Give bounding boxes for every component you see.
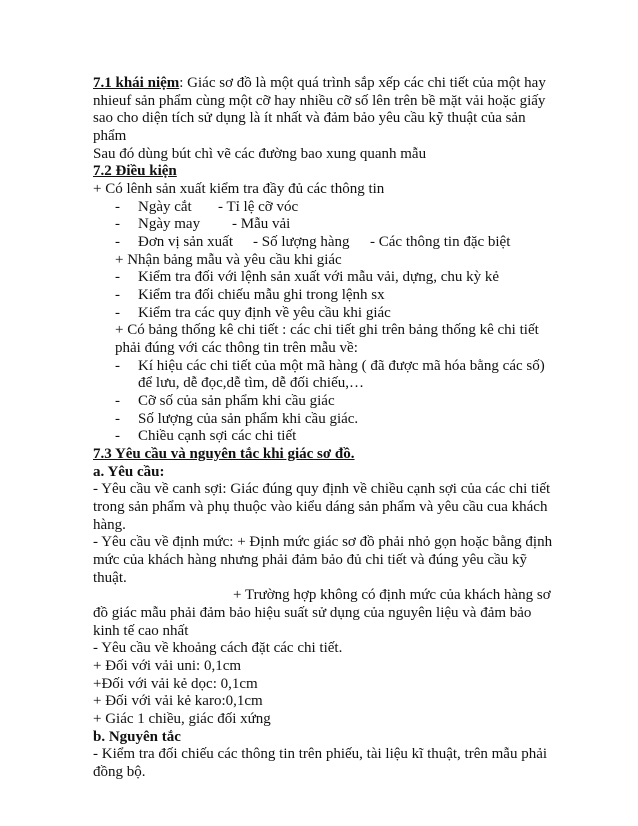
grain-requirement-3: hàng. <box>93 517 126 533</box>
detail-item-2: Cỡ số của sản phẩm khi cầu giác <box>138 393 335 409</box>
info-sewing-date: Ngày may <box>138 216 201 232</box>
check-item-1: Kiểm tra đối với lệnh sản xuất với mẫu vải, dựng, chu kỳ kẻ <box>138 269 500 285</box>
bullet-dash: - <box>115 269 120 285</box>
layout-direction: + Giác 1 chiều, giác đối xứng <box>93 711 271 727</box>
spacing-striped-fabric: +Đối với vải kẻ dọc: 0,1cm <box>93 676 258 692</box>
definition-line-5: Sau đó dùng bút chì vẽ các đường bao xung quanh mẫu <box>93 146 427 162</box>
detail-item-3: Số lượng của sản phẩm khi cầu giác. <box>138 411 359 427</box>
bullet-dash: - <box>115 199 120 215</box>
definition-line-3: sao cho diện tích sử dụng là ít nhất và đảm bảo yêu cầu kỹ thuật của sản <box>93 110 526 126</box>
spacing-plaid-fabric: + Đối với vải kẻ karo:0,1cm <box>93 693 263 709</box>
bullet-dash: - <box>115 305 120 321</box>
definition-line-1 <box>93 74 546 92</box>
check-item-2: Kiểm tra đối chiếu mẫu ghi trong lệnh sx <box>138 287 385 303</box>
info-size-ratio: - Tỉ lệ cỡ vóc <box>218 199 299 215</box>
spacing-requirement: - Yêu cầu về khoảng cách đặt các chi tiết. <box>93 640 343 656</box>
grain-requirement-1: - Yêu cầu về canh sợi: Giác đúng quy định về chiều cạnh sợi của các chi tiết <box>93 481 551 497</box>
info-special: - Các thông tin đặc biệt <box>370 234 511 250</box>
norm-requirement-5: đồ giác mẫu phải đảm bảo hiệu suất sử dụng của nguyên liệu và đảm bảo <box>93 605 532 621</box>
section-7-2-heading: 7.2 Điều kiện <box>93 163 177 179</box>
detail-item-1: Kí hiệu các chi tiết của một mã hàng ( đã được mã hóa bằng các số) <box>138 358 545 374</box>
subsection-b-heading: b. Nguyên tắc <box>93 729 181 745</box>
grain-requirement-2: trong sản phẩm và phụ thuộc vào kiểu dáng sản phẩm và yêu cầu cua khách <box>93 499 548 515</box>
spacing-plain-fabric: + Đối với vải uni: 0,1cm <box>93 658 242 674</box>
section-7-1-heading: 7.1 khái niệm <box>93 75 180 91</box>
statistics-line-2: phải đúng với các thông tin trên mẫu về: <box>115 340 358 356</box>
bullet-dash: - <box>115 234 120 250</box>
section-7-3-heading: 7.3 Yêu cầu và nguyên tắc khi giác sơ đồ. <box>93 446 355 462</box>
info-quantity: - Số lượng hàng <box>253 234 350 250</box>
statistics-line-1: + Có bảng thống kê chi tiết : các chi tiết ghi trên bảng thống kê chi tiết <box>115 322 539 338</box>
check-item-3: Kiểm tra các quy định về yêu cầu khi giác <box>138 305 391 321</box>
detail-item-4: Chiều cạnh sợi các chi tiết <box>138 428 297 444</box>
norm-requirement-4: + Trường hợp không có định mức của khách hàng sơ <box>233 587 551 603</box>
bullet-dash: - <box>115 358 120 374</box>
bullet-dash: - <box>115 393 120 409</box>
principle-line-2: đồng bộ. <box>93 764 146 780</box>
detail-item-1-cont: để lưu, dễ đọc,dễ tìm, dễ đối chiếu,… <box>138 375 364 391</box>
info-cutting-date: Ngày cắt <box>138 199 192 215</box>
definition-line-2: nhieuf sản phẩm cùng một cỡ hay nhiều cỡ số lên trên bề mặt vải hoặc giấy <box>93 93 546 109</box>
norm-requirement-2: mức của khách hàng nhưng phải đảm bảo đủ chi tiết và đúng yêu cầu kỹ <box>93 552 528 568</box>
info-fabric-sample: - Mẫu vải <box>232 216 291 232</box>
bullet-dash: - <box>115 216 120 232</box>
subsection-a-heading: a. Yêu cầu: <box>93 464 165 480</box>
bullet-dash: - <box>115 428 120 444</box>
receive-sample-line: + Nhận bảng mẫu và yêu cầu khi giác <box>115 252 342 268</box>
bullet-dash: - <box>115 287 120 303</box>
norm-requirement-1: - Yêu cầu về định mức: + Định mức giác sơ đồ phải nhỏ gọn hoặc bằng định <box>93 534 553 550</box>
principle-line-1: - Kiểm tra đối chiếu các thông tin trên phiếu, tài liệu kĩ thuật, trên mẫu phải <box>93 746 548 762</box>
definition-text: : Giác sơ đồ là một quá trình sắp xếp các chi tiết của một hay <box>179 75 546 91</box>
norm-requirement-3: thuật. <box>93 570 127 586</box>
info-production-unit: Đơn vị sản xuất <box>138 234 234 250</box>
bullet-dash: - <box>115 411 120 427</box>
norm-requirement-6: kinh tế cao nhất <box>93 623 189 639</box>
conditions-intro: + Có lênh sản xuất kiểm tra đầy đủ các thông tin <box>93 181 385 197</box>
definition-line-4: phẩm <box>93 128 127 144</box>
